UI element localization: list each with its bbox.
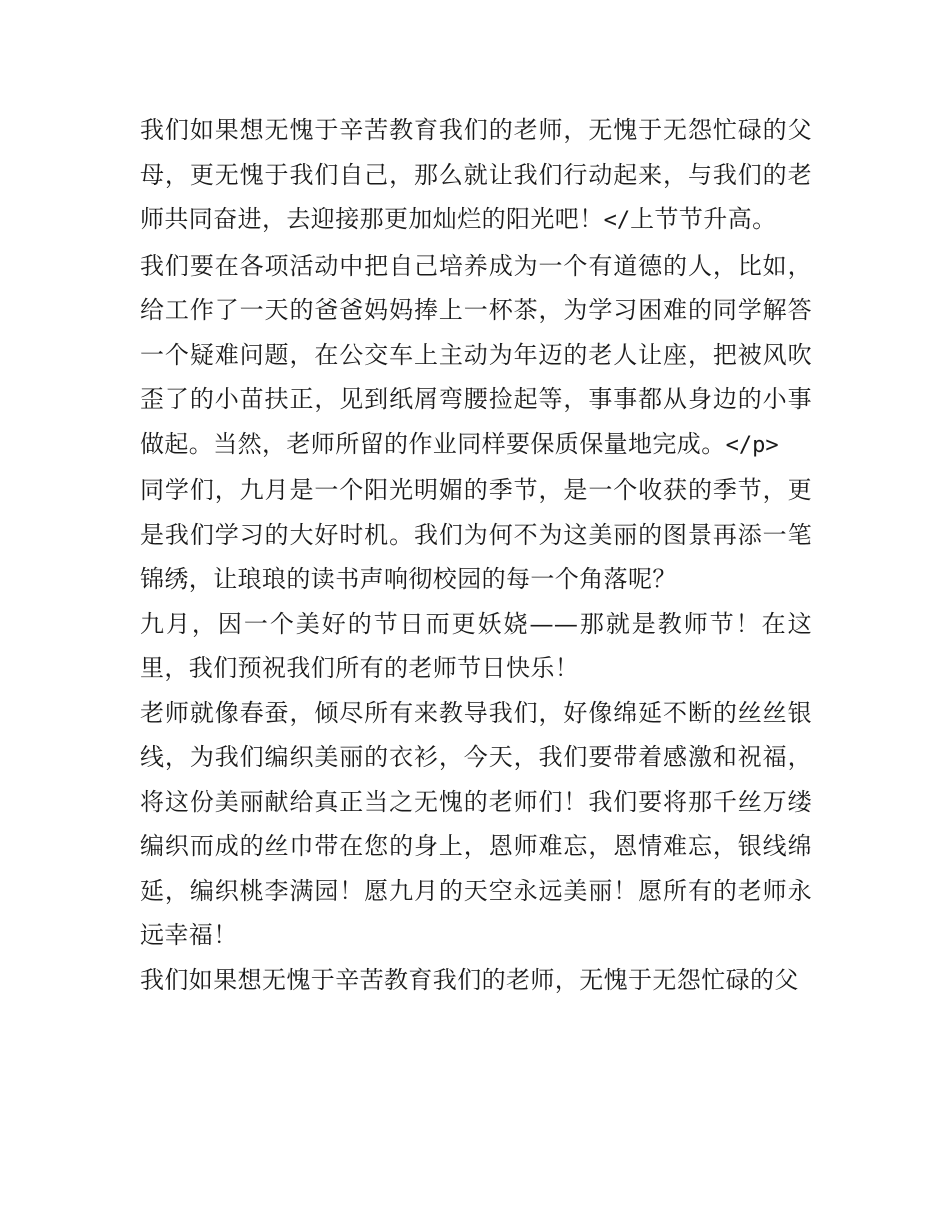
paragraph-1-markup-fragment: </ bbox=[603, 208, 631, 233]
document-body bbox=[140, 108, 812, 1002]
paragraph-3 bbox=[140, 468, 812, 602]
paragraph-6 bbox=[140, 958, 812, 1003]
paragraph-2-markup-fragment: </p> bbox=[725, 432, 779, 458]
paragraph-5-text: 老师就像春蚕，倾尽所有来教导我们，好像绵延不断的丝丝银线，为我们编织美丽的衣衫，今天，我们要带着感激和祝福，将这份美丽献给真正当之无愧的老师们！我们要将那千丝万缕编织而成的丝巾带在您的身上，恩师难忘，恩情难忘，银线绵延，编织桃李满园！愿九月的天空永远美丽！愿所有的老师永远幸福！ bbox=[140, 698, 812, 949]
paragraph-4-text: 九月，因一个美好的节日而更妖娆——那就是教师节！在这里，我们预祝我们所有的老师节日快乐！ bbox=[140, 609, 812, 682]
paragraph-1-tail: 上节节升高。 bbox=[630, 205, 777, 233]
paragraph-1-text: 我们如果想无愧于辛苦教育我们的老师，无愧于无怨忙碌的父母，更无愧于我们自己，那么就让我们行动起来，与我们的老师共同奋进，去迎接那更加灿烂的阳光吧！ bbox=[140, 116, 812, 233]
paragraph-4 bbox=[140, 602, 812, 691]
paragraph-2-text: 我们要在各项活动中把自己培养成为一个有道德的人，比如，给工作了一天的爸爸妈妈捧上一杯茶，为学习困难的同学解答一个疑难问题，在公交车上主动为年迈的老人让座，把被风吹歪了的小苗扶正，见到纸屑弯腰捡起等，事事都从身边的小事做起。当然，老师所留的作业同样要保质保量地完成。 bbox=[140, 251, 812, 458]
paragraph-3-text: 同学们，九月是一个阳光明媚的季节，是一个收获的季节，更是我们学习的大好时机。我们为何不为这美丽的图景再添一笔锦绣，让琅琅的读书声响彻校园的每一个角落呢？ bbox=[140, 476, 812, 593]
paragraph-6-text: 我们如果想无愧于辛苦教育我们的老师，无愧于无怨忙碌的父 bbox=[140, 965, 799, 994]
paragraph-2 bbox=[140, 244, 812, 469]
paragraph-1 bbox=[140, 108, 812, 244]
paragraph-5 bbox=[140, 691, 812, 958]
